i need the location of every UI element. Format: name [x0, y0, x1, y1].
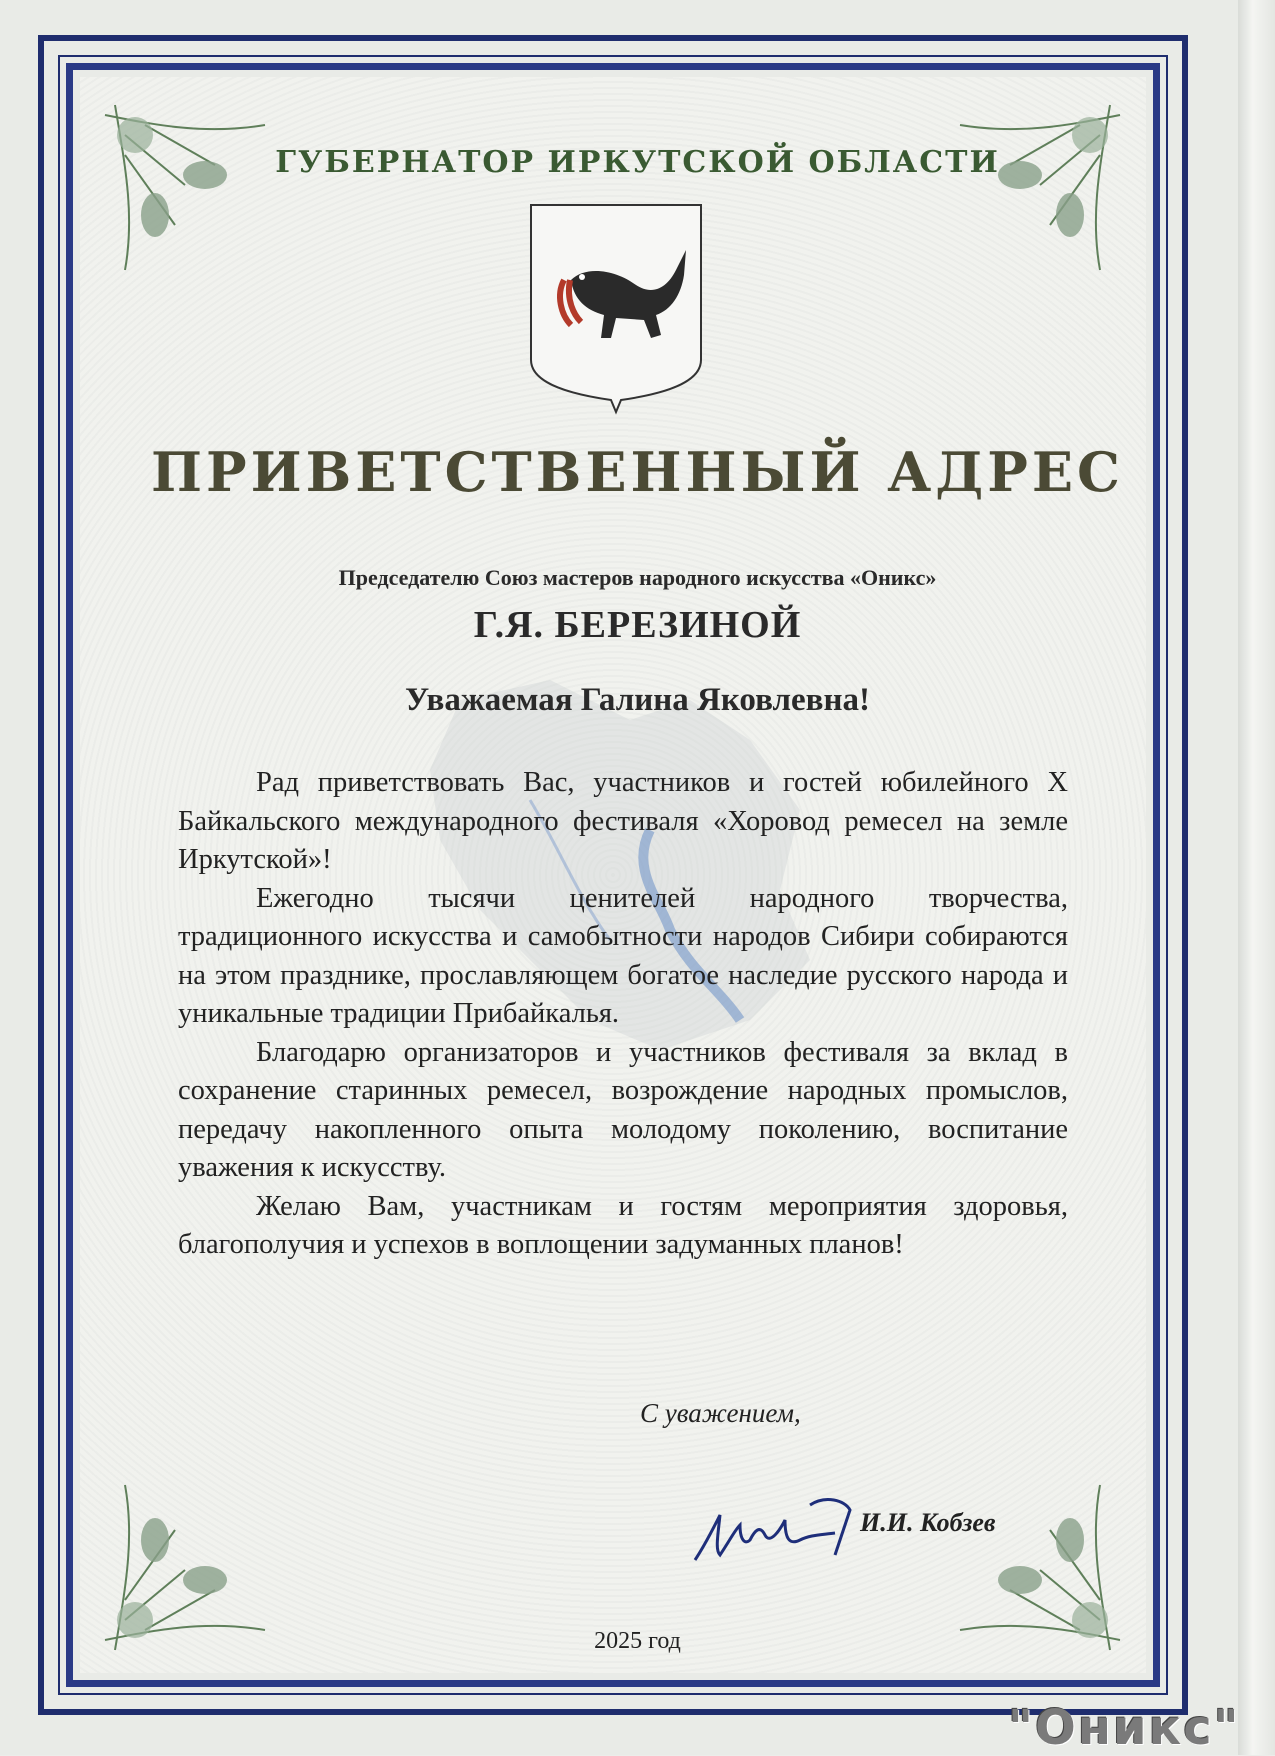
handwritten-signature	[690, 1485, 860, 1575]
paragraph: Желаю Вам, участникам и гостям мероприятия здоровья, благополучия и успехов в воплощении задуманных планов!	[178, 1190, 1068, 1260]
governor-header: ГУБЕРНАТОР ИРКУТСКОЙ ОБЛАСТИ	[275, 145, 1000, 180]
paragraph: Благодарю организаторов и участников фестиваля за вклад в сохранение старинных ремесел, возрождение народных промыслов, передачу накопленного опыта молодому поколению, воспитание уважения к искусству.	[178, 1036, 1068, 1183]
pine-corner-ornament-icon	[940, 95, 1130, 285]
recipient-name: Г.Я. БЕРЕЗИНОЙ	[473, 604, 802, 646]
page-edge	[1238, 0, 1275, 1755]
addressee-line: Председателю Союз мастеров народного искусства «Оникс»	[338, 565, 937, 590]
paragraph: Рад приветствовать Вас, участников и гостей юбилейного X Байкальского международного фестиваля «Хоровод ремесел на земле Иркутской»!	[178, 767, 1068, 875]
letter-body	[178, 764, 1068, 1265]
document-year: 2025 год	[594, 1628, 681, 1654]
irkutsk-coat-of-arms-icon	[526, 200, 706, 415]
watermark-stamp: "Оникс"	[1008, 1700, 1241, 1756]
greeting: Уважаемая Галина Яковлевна!	[405, 682, 870, 718]
signer-name: И.И. Кобзев	[860, 1508, 996, 1537]
pine-corner-ornament-icon	[95, 95, 285, 285]
paragraph: Ежегодно тысячи ценителей народного творчества, традиционного искусства и самобытности народов Сибири собираются на этом празднике, прославляющем богатое наследие русского народа и уникальные традиции Прибайкалья.	[178, 882, 1068, 1029]
closing-regards: С уважением,	[640, 1398, 801, 1428]
page-title: ПРИВЕТСТВЕННЫЙ АДРЕС	[150, 440, 1125, 504]
